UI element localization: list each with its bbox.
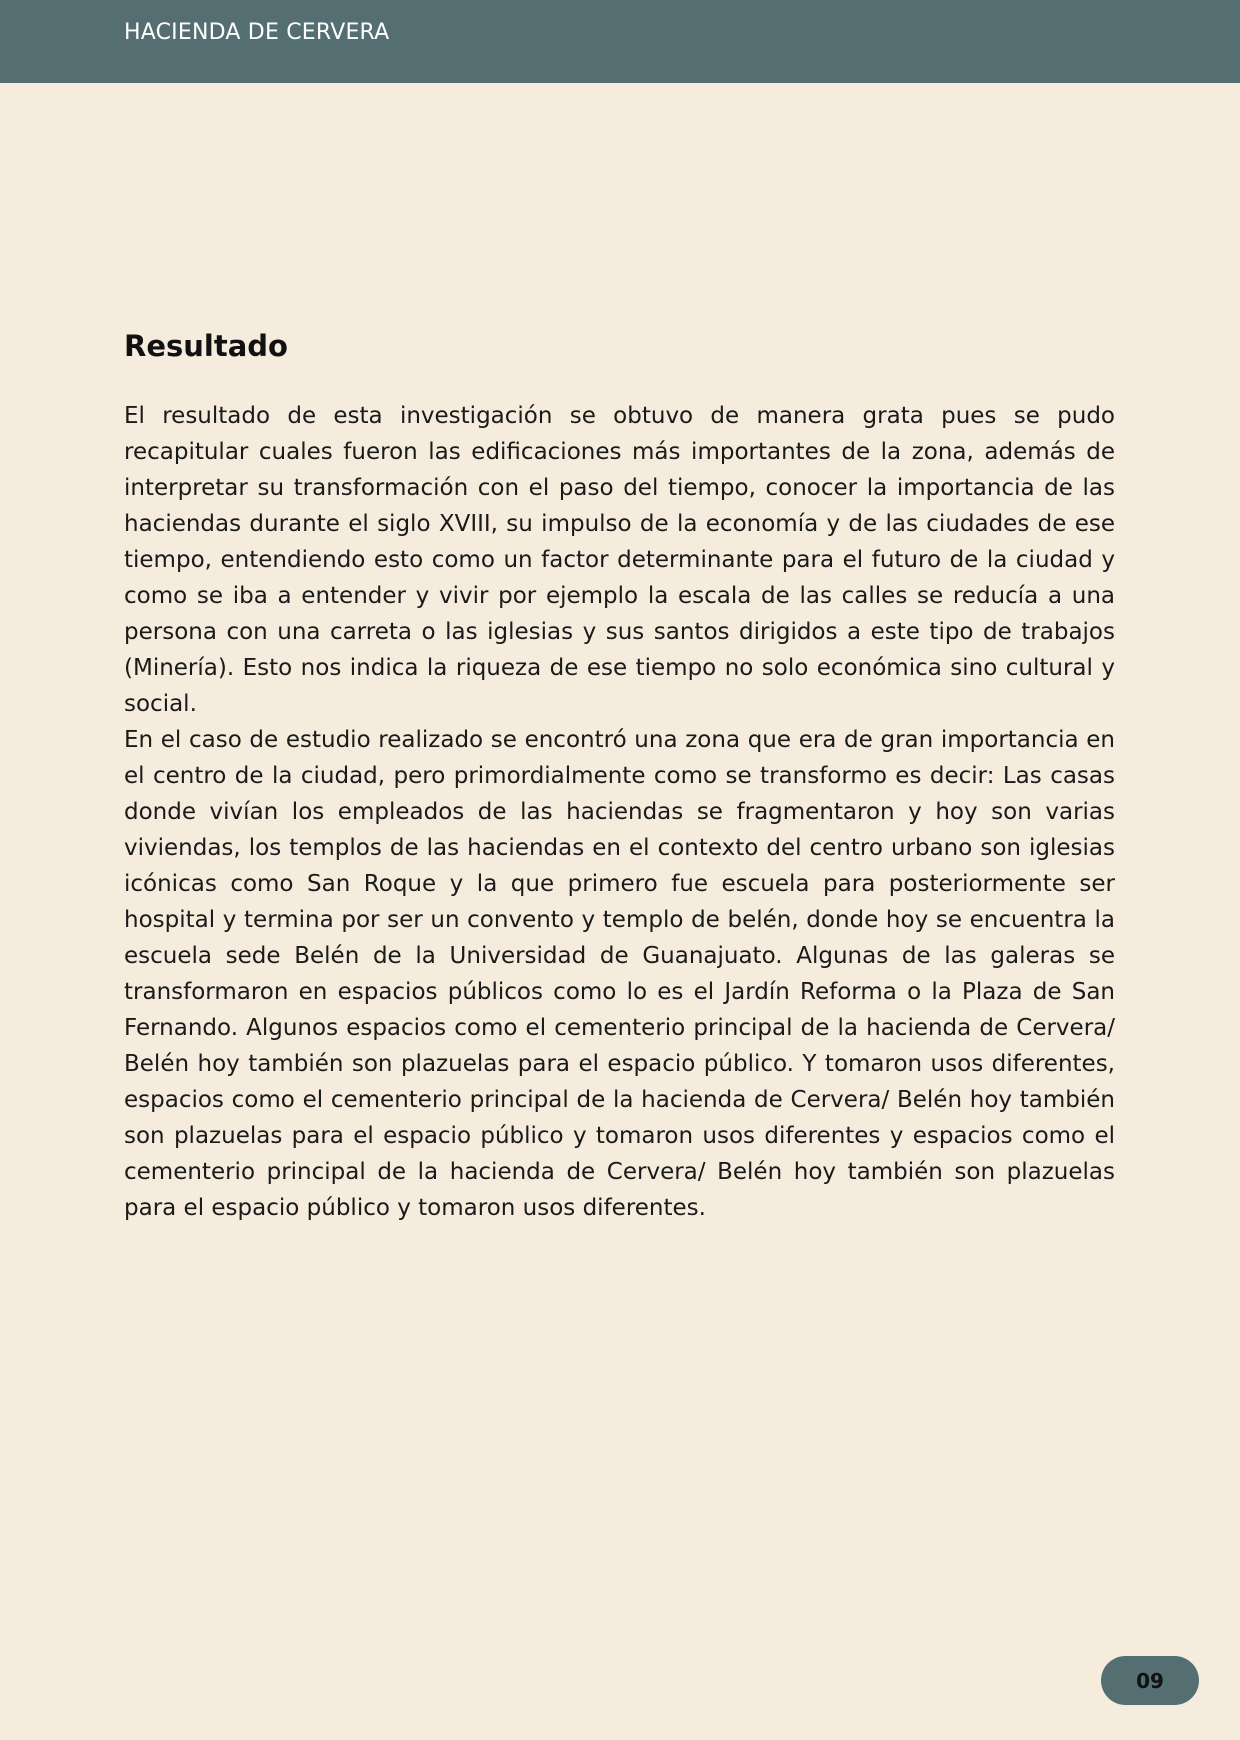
document-title: HACIENDA DE CERVERA — [124, 20, 390, 45]
page-number-badge — [1101, 1656, 1199, 1705]
paragraph-resultado: El resultado de esta investigación se obtuvo de manera grata pues se pudo recapitular cuales fueron las edificaciones más importantes de la zona, además de interpretar su transformación con el paso del tiempo, conocer la importancia de las haciendas durante el siglo XVIII, su impulso de la economía y de las ciudades de ese tiempo, entendiendo esto como un factor determinante para el futuro de la ciudad y como se iba a entender y vivir por ejemplo la escala de las calles se reducía a una persona con una carreta o las iglesias y sus santos dirigidos a este tipo de trabajos (Minería). Esto nos indica la riqueza de ese tiempo no solo económica sino cultural y social. — [124, 403, 1115, 717]
page-number: 09 — [1136, 1668, 1164, 1693]
header-bar — [0, 0, 1240, 83]
body-text — [124, 398, 1115, 1226]
paragraph-caso-de-estudio: En el caso de estudio realizado se encontró una zona que era de gran importancia en el centro de la ciudad, pero primordialmente como se transformo es decir: Las casas donde vivían los empleados de las haciendas se fragmentaron y hoy son varias viviendas, los templos de las haciendas en el contexto del centro urbano son iglesias icónicas como San Roque y la que primero fue escuela para posteriormente ser hospital y termina por ser un convento y templo de belén, donde hoy se encuentra la escuela sede Belén de la Universidad de Guanajuato. Algunas de las galeras se transformaron en espacios públicos como lo es el Jardín Reforma o la Plaza de San Fernando. Algunos espacios como el cementerio principal de la hacienda de Cervera/ Belén hoy también son plazuelas para el espacio público. Y tomaron usos diferentes, espacios como el cementerio principal de la hacienda de Cervera/ Belén hoy también son plazuelas para el espacio público y tomaron usos diferentes y espacios como el cementerio principal de la hacienda de Cervera/ Belén hoy también son plazuelas para el espacio público y tomaron usos diferentes. — [124, 727, 1115, 1221]
section-heading: Resultado — [124, 329, 288, 363]
